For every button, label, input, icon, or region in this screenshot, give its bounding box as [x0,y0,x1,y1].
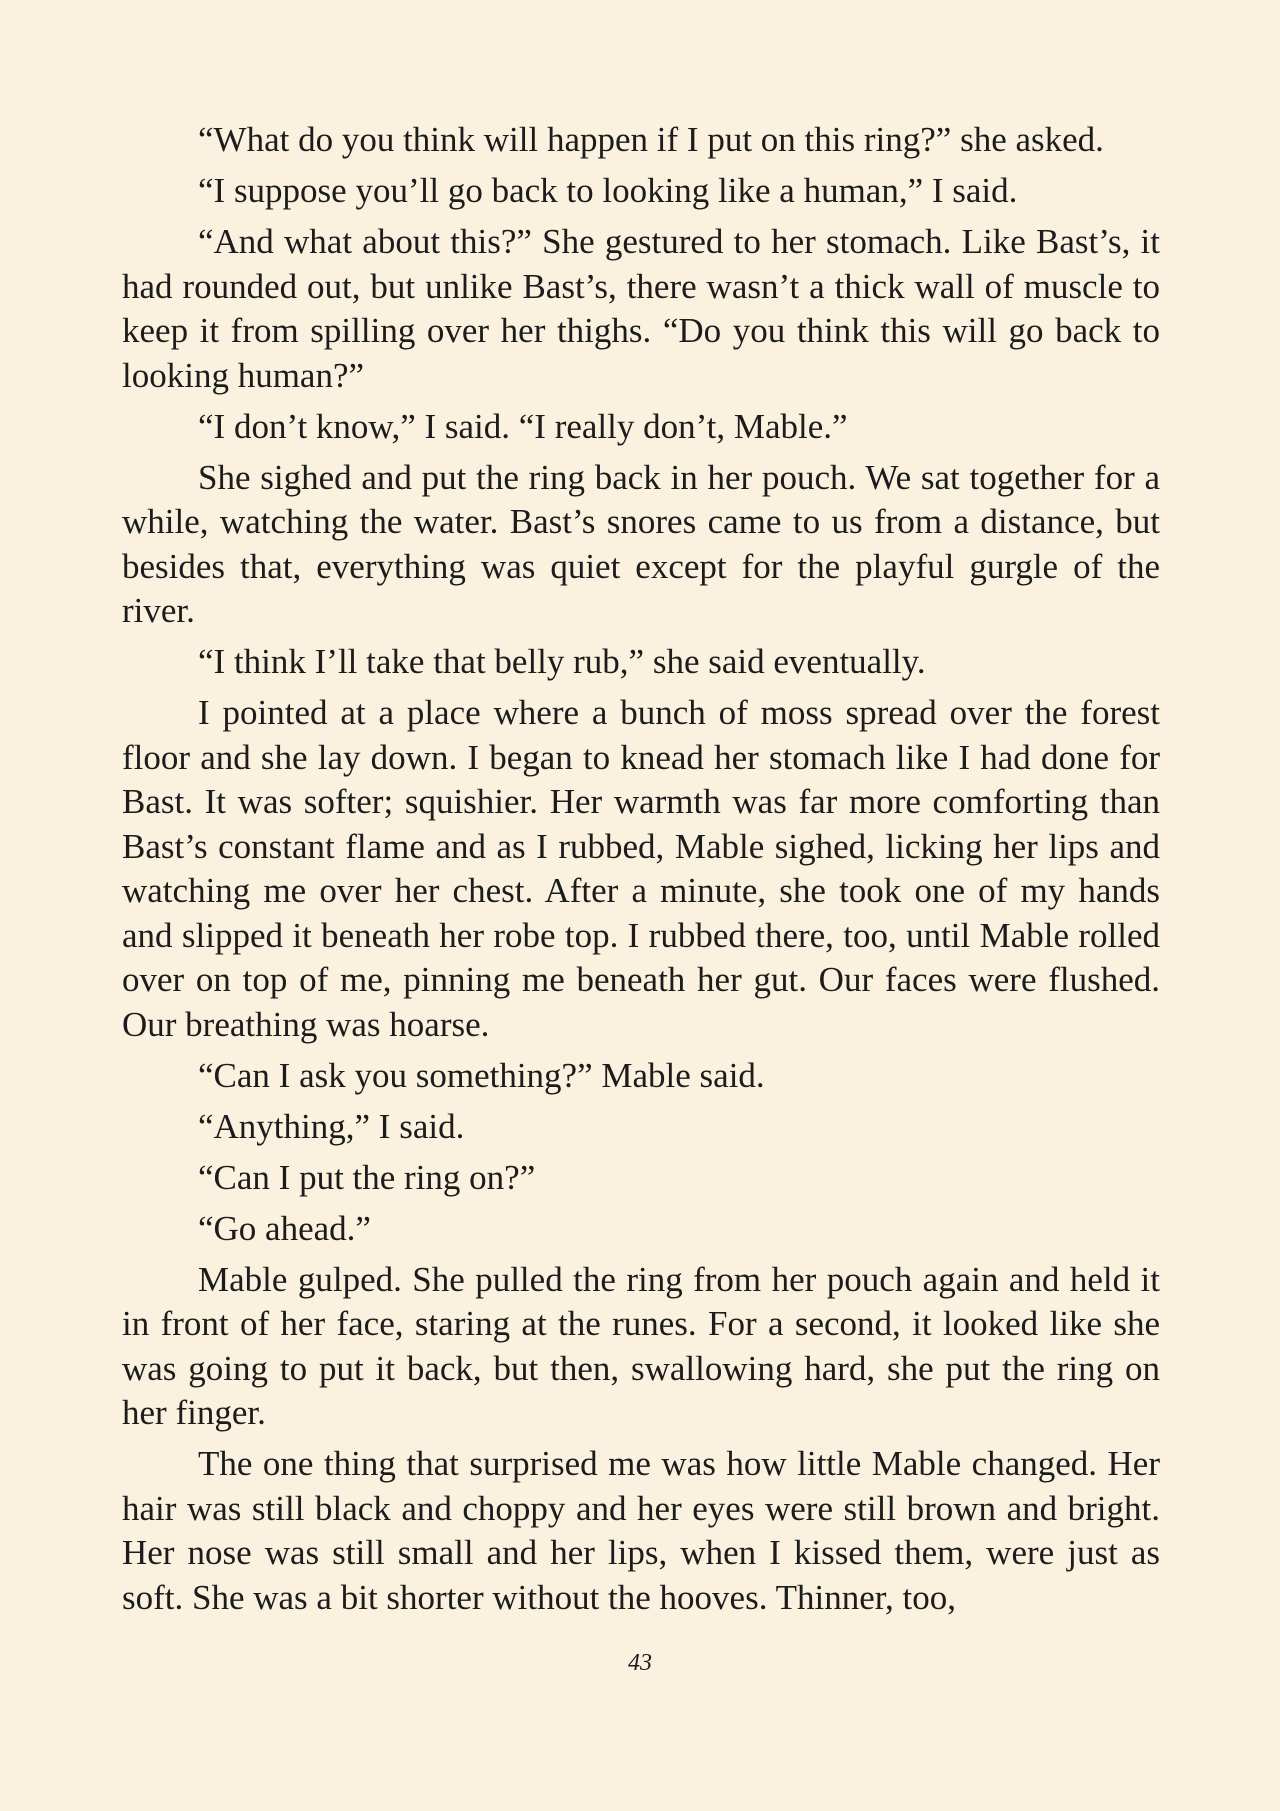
book-page-text [122,118,1160,1627]
paragraph-2: “I suppose you’ll go back to looking like a human,” I said. [198,171,1018,210]
paragraph-6: “I think I’ll take that belly rub,” she said eventually. [198,642,926,681]
paragraph-7: I pointed at a place where a bunch of moss spread over the forest floor and she lay down. I began to knead her stomach like I had done for Bast. It was softer; squishier. Her warmth was far more comforting than Bast’s constant flame and as I rubbed, Mable sighed, licking her lips and watching me over her chest. After a minute, she took one of my hands and slipped it beneath her robe top. I rubbed there, too, until Mable rolled over on top of me, pinning me beneath her gut. Our faces were flushed. Our breathing was hoarse. [122,693,1160,1044]
paragraph-10: “Can I put the ring on?” [198,1157,536,1197]
paragraph-11: “Go ahead.” [198,1208,371,1248]
paragraph-12: Mable gulped. She pulled the ring from her pouch again and held it in front of her face, staring at the runes. For a second, it looked like she was going to put it back, but then, swallowing hard, she put the ring on her finger. [122,1259,1160,1432]
paragraph-13: The one thing that surprised me was how little Mable changed. Her hair was still black and choppy and her eyes were still brown and bright. Her nose was still small and her lips, when I kissed them, were just as soft. She was a bit shorter without the hooves. Thinner, too, [122,1444,1160,1617]
paragraph-3: “And what about this?” She gestured to her stomach. Like Bast’s, it had rounded out, but unlike Bast’s, there wasn’t a thick wall of muscle to keep it from spilling over her thighs. “Do you think this will go back to looking human?” [122,222,1160,395]
paragraph-8: “Can I ask you something?” Mable said. [198,1055,765,1095]
page-number: 43 [628,1650,652,1676]
paragraph-5: She sighed and put the ring back in her pouch. We sat together for a while, watching the water. Bast’s snores came to us from a distance, but besides that, everything was quiet except for the playful gurgle of the river. [122,457,1160,630]
paragraph-1: “What do you think will happen if I put on this ring?” she asked. [198,120,1104,159]
paragraph-9: “Anything,” I said. [198,1106,465,1146]
paragraph-4: “I don’t know,” I said. “I really don’t, Mable.” [198,406,848,446]
